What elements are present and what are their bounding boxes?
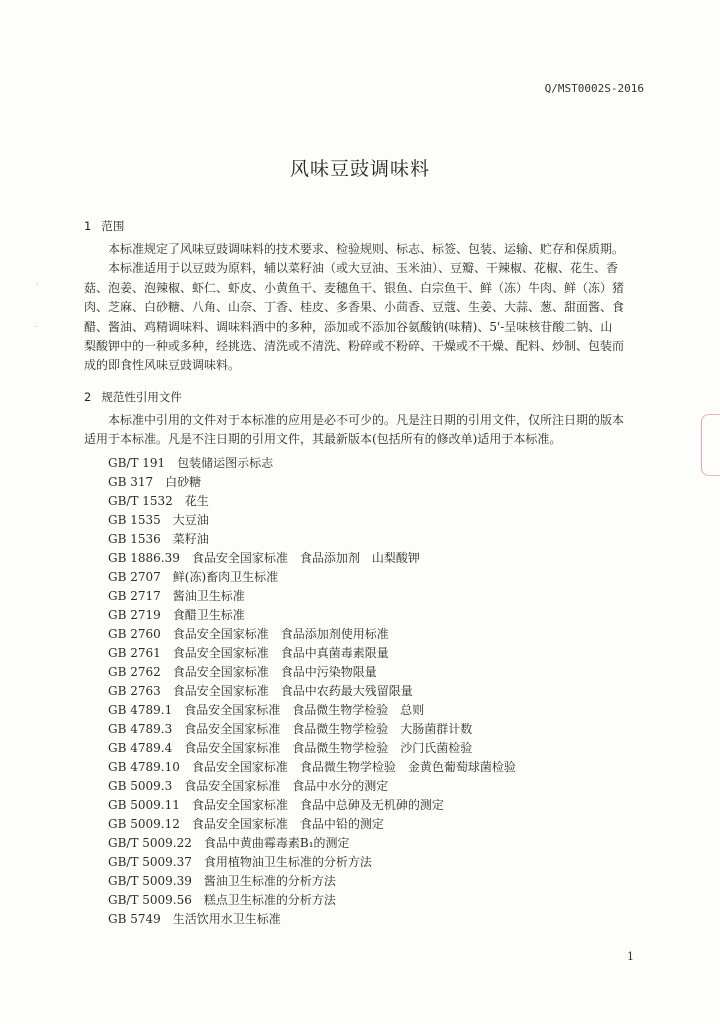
reference-code: GB 2760 [108, 627, 161, 641]
reference-title: 大豆油 [172, 513, 209, 527]
section-1-line: 肉、芝麻、白砂糖、八角、山奈、丁香、桂皮、多香果、小茴香、豆蔻、生姜、大蒜、葱、甜面酱、食 [84, 300, 625, 315]
reference-title: 食品安全国家标准 食品中总砷及无机砷的测定 [191, 798, 444, 812]
reference-code: GB/T 5009.39 [108, 874, 192, 888]
reference-title: 糕点卫生标准的分析方法 [203, 893, 336, 907]
standard-code: Q/MST0002S-2016 [544, 82, 644, 95]
reference-title: 生活饮用水卫生标准 [172, 912, 281, 926]
reference-item [108, 796, 648, 815]
reference-title: 食品安全国家标准 食品微生物学检验 金黄色葡萄球菌检验 [191, 760, 516, 774]
reference-title: 食品安全国家标准 食品微生物学检验 沙门氏菌检验 [184, 741, 473, 755]
reference-item [108, 568, 648, 587]
reference-code: GB/T 5009.22 [108, 836, 192, 850]
reference-item [108, 834, 648, 853]
reference-code: GB 5009.3 [108, 779, 173, 793]
section-1-title: 范围 [101, 219, 125, 233]
section-2-number: 2 [84, 390, 92, 404]
reference-item [108, 872, 648, 891]
reference-item [108, 910, 648, 929]
seal-stamp-edge [701, 414, 720, 476]
reference-item [108, 530, 648, 549]
reference-item [108, 663, 648, 682]
reference-item [108, 720, 648, 739]
section-1-line: 成的即食性风味豆豉调味料。 [84, 358, 241, 373]
reference-code: GB 4789.3 [108, 722, 173, 736]
reference-title: 食品安全国家标准 食品中污染物限量 [172, 665, 377, 679]
reference-code: GB/T 5009.56 [108, 893, 192, 907]
section-2-title: 规范性引用文件 [101, 390, 182, 404]
reference-code: GB 5009.12 [108, 817, 180, 831]
reference-code: GB 5749 [108, 912, 161, 926]
reference-title: 食用植物油卫生标准的分析方法 [203, 855, 372, 869]
section-2-line: 本标准中引用的文件对于本标准的应用是必不可少的。凡是注日期的引用文件，仅所注日期的版本 [108, 413, 625, 427]
reference-code: GB 1886.39 [108, 551, 180, 565]
reference-code: GB 1536 [108, 532, 161, 546]
section-2-line: 适用于本标准。凡是不注日期的引用文件，其最新版本(包括所有的修改单)适用于本标准。 [84, 432, 562, 447]
reference-item [108, 739, 648, 758]
reference-code: GB 2719 [108, 608, 161, 622]
reference-title: 花生 [184, 494, 209, 508]
margin-speck: ˊ [34, 284, 39, 295]
section-2-body [84, 411, 646, 450]
reference-title: 食品安全国家标准 食品添加剂使用标准 [172, 627, 389, 641]
reference-title: 酱油卫生标准 [172, 589, 245, 603]
section-1-number: 1 [84, 219, 92, 233]
reference-item [108, 701, 648, 720]
reference-title: 鲜(冻)畜肉卫生标准 [172, 570, 279, 584]
section-1-line: 梨酸钾中的一种或多种，经挑选、清洗或不清洗、粉碎或不粉碎、干燥或不干燥、配料、炒制、包装而 [84, 339, 625, 354]
reference-code: GB/T 5009.37 [108, 855, 192, 869]
reference-item [108, 815, 648, 834]
reference-item [108, 549, 648, 568]
reference-item [108, 625, 648, 644]
reference-code: GB 4789.4 [108, 741, 173, 755]
reference-item [108, 891, 648, 910]
reference-list [108, 454, 648, 929]
margin-speck: · [34, 322, 38, 333]
reference-item [108, 853, 648, 872]
reference-item [108, 758, 648, 777]
section-1-heading [84, 218, 124, 234]
section-1-line: 菇、泡姜、泡辣椒、虾仁、虾皮、小黄鱼干、麦穗鱼干、银鱼、白宗鱼干、鲜（冻）牛肉、鲜（冻）猪 [84, 280, 625, 295]
reference-code: GB 4789.1 [108, 703, 173, 717]
reference-code: GB 5009.11 [108, 798, 180, 812]
reference-code: GB 317 [108, 475, 154, 489]
reference-code: GB 2707 [108, 570, 161, 584]
document-title: 风味豆豉调味料 [289, 158, 430, 180]
page-number: 1 [627, 950, 634, 963]
reference-title: 食品安全国家标准 食品中铅的测定 [191, 817, 384, 831]
section-1-line: 醋、酱油、鸡精调味料、调味料酒中的多种，添加或不添加谷氨酸钠(味精)、5'-呈味核苷酸二钠、山 [84, 319, 613, 334]
reference-title: 酱油卫生标准的分析方法 [203, 874, 336, 888]
reference-code: GB 2763 [108, 684, 161, 698]
reference-code: GB/T 1532 [108, 494, 173, 508]
reference-title: 食品安全国家标准 食品中真菌毒素限量 [172, 646, 389, 660]
reference-code: GB 2762 [108, 665, 161, 679]
reference-item [108, 777, 648, 796]
reference-item [108, 492, 648, 511]
reference-code: GB 1535 [108, 513, 161, 527]
reference-title: 食品安全国家标准 食品中水分的测定 [184, 779, 389, 793]
reference-item [108, 473, 648, 492]
reference-code: GB/T 191 [108, 456, 166, 470]
reference-title: 菜籽油 [172, 532, 209, 546]
reference-title: 包装储运图示标志 [177, 456, 274, 470]
reference-item [108, 644, 648, 663]
reference-title: 食品中黄曲霉毒素B₁的测定 [203, 836, 350, 850]
reference-code: GB 4789.10 [108, 760, 180, 774]
reference-code: GB 2761 [108, 646, 161, 660]
section-1-body [84, 240, 646, 376]
reference-code: GB 2717 [108, 589, 161, 603]
reference-item [108, 587, 648, 606]
reference-item [108, 454, 648, 473]
section-1-line: 本标准规定了风味豆豉调味料的技术要求、检验规则、标志、标签、包装、运输、贮存和保质期。 [108, 242, 625, 256]
reference-title: 食品安全国家标准 食品微生物学检验 总则 [184, 703, 425, 717]
section-2-heading [84, 389, 182, 405]
reference-title: 食品安全国家标准 食品添加剂 山梨酸钾 [191, 551, 420, 565]
reference-title: 食品安全国家标准 食品微生物学检验 大肠菌群计数 [184, 722, 473, 736]
reference-item [108, 682, 648, 701]
reference-item [108, 511, 648, 530]
reference-title: 食醋卫生标准 [172, 608, 245, 622]
reference-title: 食品安全国家标准 食品中农药最大残留限量 [172, 684, 413, 698]
section-1-line: 本标准适用于以豆豉为原料，辅以菜籽油（或大豆油、玉米油）、豆瓣、干辣椒、花椒、花生、香 [108, 261, 619, 276]
reference-title: 白砂糖 [165, 475, 202, 489]
reference-item [108, 606, 648, 625]
